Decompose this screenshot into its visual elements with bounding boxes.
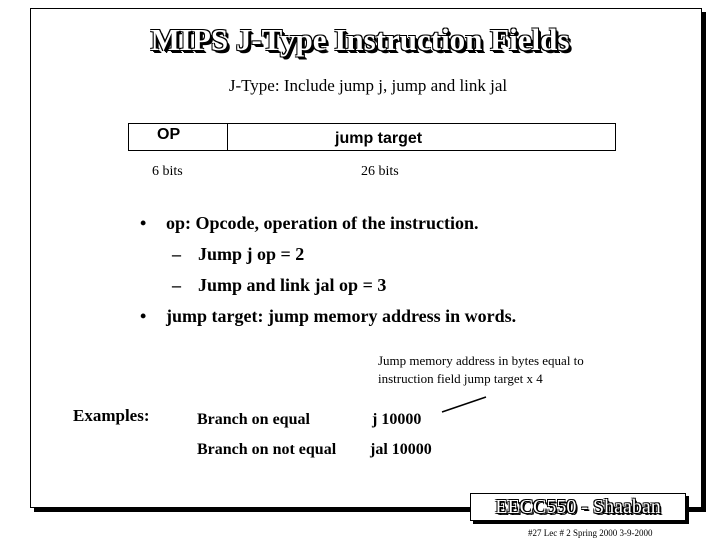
bullet-item xyxy=(140,208,516,239)
sub-bullet-text: Jump and link jal op = 3 xyxy=(198,275,387,295)
field-jump-target-bits: 26 bits xyxy=(361,164,399,179)
field-jump-target-label: jump target xyxy=(335,130,423,147)
examples-label: Examples: xyxy=(73,406,150,425)
sub-bullet-text: Jump j op = 2 xyxy=(198,244,305,264)
field-op-bits: 6 bits xyxy=(152,164,183,179)
field-divider xyxy=(227,124,228,150)
slide-title: MIPS J-Type Instruction Fields xyxy=(150,22,570,57)
sub-bullet-item xyxy=(140,239,516,270)
course-badge: EECC550 - Shaaban xyxy=(470,493,686,521)
note-pointer-line xyxy=(440,395,490,415)
slide-subtitle: J-Type: Include jump j, jump and link jal xyxy=(228,76,508,95)
example-desc: Branch on not equal xyxy=(197,441,337,458)
bullet-text: jump target: jump memory address in words. xyxy=(166,306,517,326)
field-op-label: OP xyxy=(157,126,181,143)
instruction-format-box xyxy=(128,123,616,151)
example-code: j 10000 xyxy=(372,411,422,428)
note-line-1: Jump memory address in bytes equal to xyxy=(378,353,584,368)
slide-footer: #27 Lec # 2 Spring 2000 3-9-2000 xyxy=(528,528,653,538)
bullet-list xyxy=(140,208,516,332)
dash-mark: – xyxy=(172,275,181,295)
note-line-2: instruction field jump target x 4 xyxy=(378,371,543,386)
sub-bullet-item xyxy=(140,270,516,301)
address-note xyxy=(378,352,584,388)
bullet-item xyxy=(140,301,516,332)
bullet-mark: • xyxy=(140,213,147,233)
bullet-mark: • xyxy=(140,306,147,326)
example-desc: Branch on equal xyxy=(197,411,310,428)
dash-mark: – xyxy=(172,244,181,264)
example-code: jal 10000 xyxy=(370,441,432,458)
bullet-text: op: Opcode, operation of the instruction. xyxy=(166,213,479,233)
